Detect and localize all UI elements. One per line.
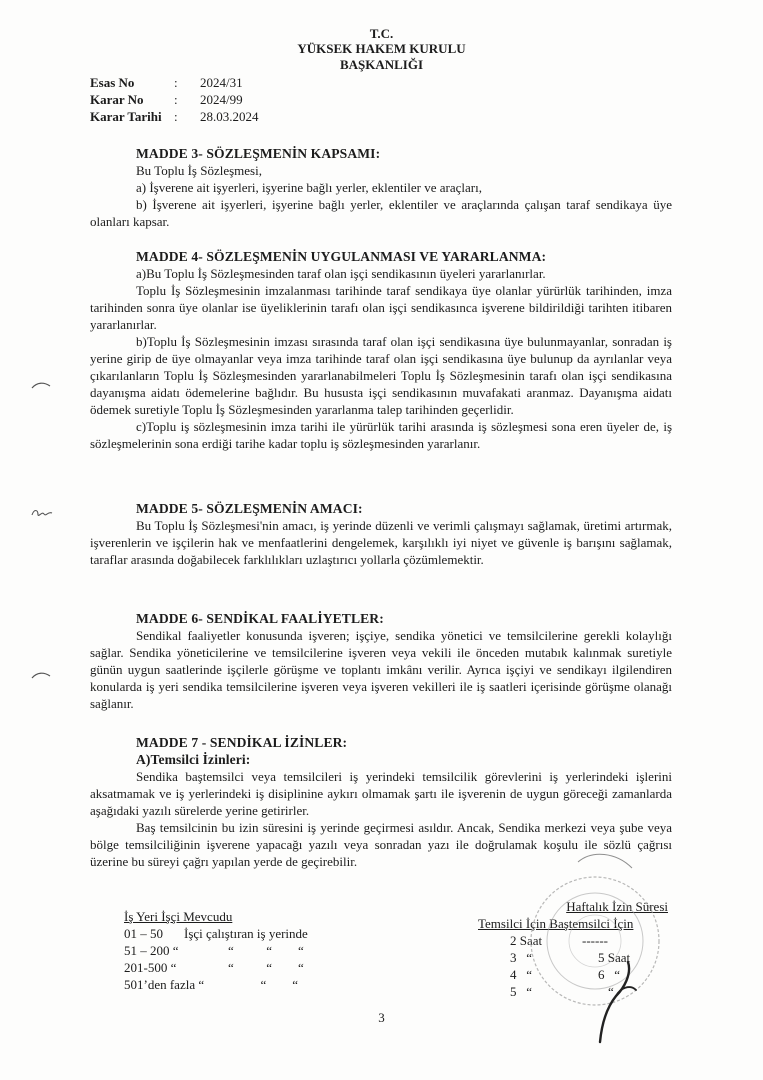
chief-rep-hours: “ bbox=[608, 984, 614, 999]
chief-rep-hours: 5 Saat bbox=[598, 950, 631, 965]
meta-value: 2024/31 bbox=[200, 75, 243, 90]
staff-count-header: İş Yeri İşçi Mevcudu bbox=[124, 909, 233, 924]
article-4-p2: Toplu İş Sözleşmesinin imzalanması tarihinde taraf sendikaya üye olanlar yürürlük tarihinden, imza tarihinden sonra üye olanlar ise üyeliklerinin tarafı olan işçi sendikasınca işverene bildirildiği tarihten itibaren yararlanırlar. bbox=[90, 283, 672, 332]
meta-colon: : bbox=[174, 109, 178, 124]
staff-label: “ “ bbox=[228, 977, 299, 992]
rep-hours: 3 “ bbox=[510, 950, 533, 965]
rep-hours: 2 Saat bbox=[510, 933, 543, 948]
staff-count-table bbox=[124, 908, 308, 993]
article-7-title: MADDE 7 - SENDİKAL İZİNLER: bbox=[136, 735, 348, 750]
meta-key: Karar No bbox=[90, 92, 144, 107]
table-row bbox=[124, 976, 308, 993]
meta-value: 28.03.2024 bbox=[200, 109, 259, 124]
article-4-title: MADDE 4- SÖZLEŞMENİN UYGULANMASI VE YARARLANMA: bbox=[136, 249, 547, 264]
article-6-p1: Sendikal faaliyetler konusunda işveren; işçiye, sendika yönetici ve temsilcilerine gerekli kolaylığı sağlar. Sendika yöneticilerine ve temsilcilerine işveren veya vekili ile önceden mutabık kalınmak suretiyle günün uygun saatlerinde işçilerle görüşme ve toplantı imkânı verilir. Ayrıca işçiyi ve sendikayı ilgilendiren konularda iş yeri sendika temsilcilerine işveren veya işveren vekilleri ile iş saatleri içerisinde görüşme olanağı sağlanır. bbox=[90, 628, 672, 711]
article-4-p3: b)Toplu İş Sözleşmesinin imzası sırasında taraf olan işçi sendikasına üye bulunmayanlar, sonradan iş yerine girip de üye olmayanlar veya imza tarihinde taraf olan işçi sendikasına üye bulunup da ayrılanlar veya çıkarılanların Toplu İş Sözleşmesinden yararlanabilmeleri Toplu İş Sözleşmesinin tarafı olan işçi sendikasına dayanışma aidatı ödemelerine bağlıdır. Bu hususta işçi sendikasının muvafakati aranmaz. Dayanışma aidatı ödemek suretiyle Toplu İş Sözleşmesinden yararlanma talep tarihinden geçerlidir. bbox=[90, 334, 672, 417]
page-number: 3 bbox=[378, 1010, 385, 1025]
table-row bbox=[124, 959, 308, 976]
table-row bbox=[124, 925, 308, 942]
meta-key: Esas No bbox=[90, 75, 135, 90]
case-meta bbox=[90, 74, 259, 125]
handwritten-initial-mark bbox=[30, 505, 54, 519]
article-4-p1: a)Bu Toplu İş Sözleşmesinden taraf olan işçi sendikasının üyeleri yararlanırlar. bbox=[136, 266, 546, 281]
rep-hours: 4 “ bbox=[510, 967, 533, 982]
article-3-p2: a) İşverene ait işyerleri, işyerine bağlı yerler, eklentiler ve araçları, bbox=[136, 180, 482, 195]
staff-label: “ “ “ bbox=[228, 943, 304, 958]
article-3-p1: Bu Toplu İş Sözleşmesi, bbox=[136, 163, 262, 178]
article-5-title: MADDE 5- SÖZLEŞMENİN AMACI: bbox=[136, 501, 363, 516]
chief-rep-hours: 6 “ bbox=[598, 967, 621, 982]
meta-key: Karar Tarihi bbox=[90, 109, 162, 124]
meta-row-esas bbox=[90, 74, 259, 91]
rep-hours: 5 “ bbox=[510, 984, 533, 999]
staff-range: 51 – 200 “ bbox=[124, 943, 179, 958]
article-6-title: MADDE 6- SENDİKAL FAALİYETLER: bbox=[136, 611, 384, 626]
leave-duration-subheader: Temsilci İçin Baştemsilci İçin bbox=[478, 916, 634, 931]
article-6 bbox=[90, 610, 672, 712]
article-4 bbox=[90, 248, 672, 452]
article-7-subtitle: A)Temsilci İzinleri: bbox=[136, 752, 251, 767]
article-3-title: MADDE 3- SÖZLEŞMENİN KAPSAMI: bbox=[136, 146, 381, 161]
article-7-p2: Baş temsilcinin bu izin süresini iş yerinde geçirmesi asıldır. Ancak, Sendika merkezi veya şube veya bölge temsilciliğinin işverene yapacağı yazılı veya sonradan yazı ile doğrulamak koşulu ile sözlü çağrısı üzerine bu süreyi çağrı yapılan yerde de geçirebilir. bbox=[90, 820, 672, 869]
article-7-p1: Sendika baştemsilci veya temsilcileri iş yerindeki temsilcilik görevlerini iş yerlerindeki işlerini aksatmamak ve iş yerlerindeki iş disiplinine aykırı olmamak şartı ile işverenin de uygun göreceği zamanlarda aşağıdaki yazılı sürelerde yerine getirirler. bbox=[90, 769, 672, 818]
article-5-p1: Bu Toplu İş Sözleşmesi'nin amacı, iş yerinde düzenli ve verimli çalışmayı sağlamak, üretimi artırmak, işverenlerin ve işçilerin hak ve menfaatlerini dengelemek, karşılıklı iyi niyet ve güvenle iş barışını sağlamak, taraflar arasında doğabilecek farklılıkları uzlaştırıcı yollarla çözümlemektir. bbox=[90, 518, 672, 567]
margin-mark bbox=[30, 670, 52, 680]
article-5 bbox=[90, 500, 672, 568]
article-3 bbox=[90, 145, 672, 230]
header-tc: T.C. bbox=[369, 26, 394, 41]
chief-rep-hours: ------ bbox=[582, 933, 608, 948]
meta-colon: : bbox=[174, 75, 178, 90]
meta-colon: : bbox=[174, 92, 178, 107]
article-4-p4: c)Toplu iş sözleşmesinin imza tarihi ile yürürlük tarihi arasında iş sözleşmesi sona eren üyeler de, iş sözleşmelerinin sona erdiği tarihe kadar toplu iş sözleşmesinden yararlanır. bbox=[90, 419, 672, 451]
table-row bbox=[124, 942, 308, 959]
staff-range: 501’den fazla “ bbox=[124, 977, 205, 992]
meta-row-karar bbox=[90, 91, 259, 108]
margin-mark bbox=[30, 380, 52, 390]
staff-range: 201-500 “ bbox=[124, 960, 177, 975]
meta-value: 2024/99 bbox=[200, 92, 243, 107]
staff-range: 01 – 50 bbox=[124, 926, 163, 941]
staff-label: “ “ “ bbox=[228, 960, 304, 975]
header-presidency: BAŞKANLIĞI bbox=[339, 57, 424, 72]
meta-row-tarih bbox=[90, 108, 259, 125]
article-3-p3: b) İşverene ait işyerleri, işyerine bağlı yerler, eklentiler ve araçlarında çalışan taraf sendikaya üye olanları kapsar. bbox=[90, 197, 672, 229]
staff-label: İşçi çalıştıran iş yerinde bbox=[184, 926, 308, 941]
header-institution: YÜKSEK HAKEM KURULU bbox=[297, 41, 466, 56]
leave-duration-header: Haftalık İzin Süresi bbox=[566, 899, 668, 914]
